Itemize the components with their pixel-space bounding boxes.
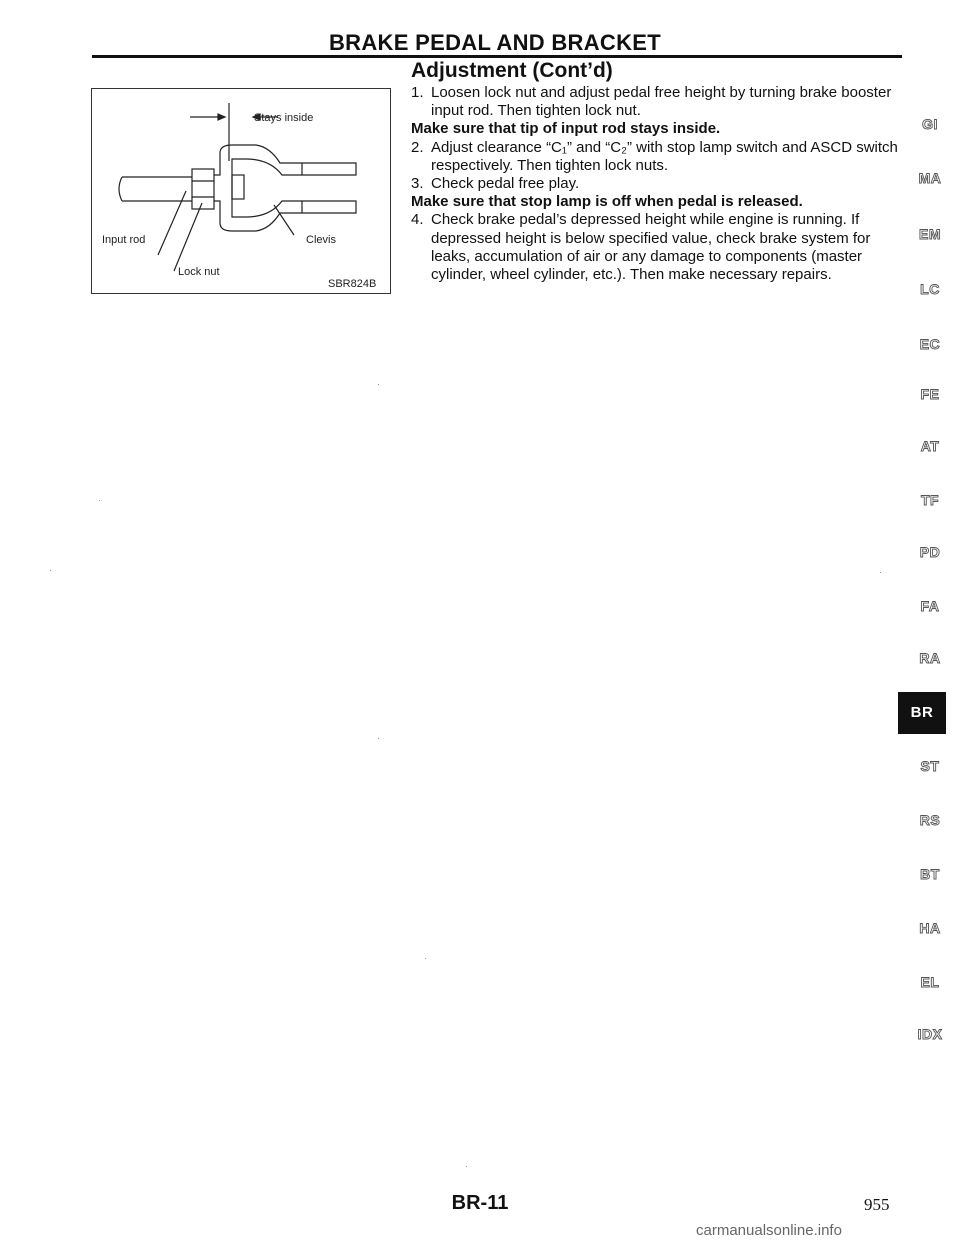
label-lock-nut: Lock nut: [178, 266, 220, 278]
step-text: Check pedal free play.: [431, 175, 580, 193]
scan-speck: [99, 500, 100, 501]
index-tab-at[interactable]: AT: [920, 438, 940, 454]
figure-code: SBR824B: [328, 278, 377, 290]
index-tab-st[interactable]: ST: [920, 758, 940, 774]
scan-speck: [425, 958, 426, 959]
step-number: 3.: [411, 175, 424, 193]
section-index-sidebar: [898, 0, 960, 1242]
scan-speck: [50, 570, 51, 571]
step-1: [411, 84, 898, 120]
header-rule: [92, 55, 902, 58]
procedure-text: [411, 84, 898, 284]
label-stays-inside: Stays inside: [254, 112, 314, 124]
note-tip-stays-inside: Make sure that tip of input rod stays inside.: [411, 120, 721, 138]
index-tab-idx[interactable]: IDX: [917, 1026, 943, 1042]
label-input-rod: Input rod: [102, 234, 146, 246]
page-header-title: BRAKE PEDAL AND BRACKET: [328, 30, 662, 55]
index-tab-ra[interactable]: RA: [919, 650, 941, 666]
scan-speck: [466, 1166, 467, 1167]
index-tab-br-active[interactable]: BR: [898, 692, 946, 734]
input-rod-clevis-illustration: [92, 89, 390, 293]
step-text: Loosen lock nut and adjust pedal free height by turning brake booster input rod. Then tighten lock nut.: [431, 84, 892, 120]
step-4: [411, 211, 898, 284]
index-tab-rs[interactable]: RS: [919, 812, 941, 828]
index-tab-gi[interactable]: GI: [922, 116, 938, 132]
step-text: Adjust clearance “C₁” and “C₂” with stop lamp switch and ASCD switch respectively. Then tighten lock nuts.: [431, 138, 898, 174]
page-number: 955: [864, 1195, 890, 1214]
note-stop-lamp-off: Make sure that stop lamp is off when pedal is released.: [411, 193, 803, 211]
scan-speck: [378, 384, 379, 385]
scan-speck: [880, 572, 881, 573]
index-tab-fe[interactable]: FE: [920, 386, 940, 402]
index-tab-ha[interactable]: HA: [919, 920, 941, 936]
watermark: carmanualsonline.info: [696, 1222, 842, 1239]
index-tab-el[interactable]: EL: [920, 974, 940, 990]
step-number: 2.: [411, 138, 424, 156]
index-tab-fa[interactable]: FA: [920, 598, 940, 614]
index-tab-ec[interactable]: EC: [919, 336, 941, 352]
index-tab-pd[interactable]: PD: [919, 544, 941, 560]
step-number: 1.: [411, 84, 424, 101]
index-tab-tf[interactable]: TF: [920, 492, 940, 508]
index-tab-lc[interactable]: LC: [920, 281, 940, 297]
label-clevis: Clevis: [306, 234, 336, 246]
section-title: Adjustment (Cont’d): [411, 59, 613, 82]
index-tab-em[interactable]: EM: [919, 226, 941, 242]
step-number: 4.: [411, 211, 424, 229]
index-tab-bt[interactable]: BT: [920, 866, 940, 882]
figure-input-rod-diagram: [91, 88, 391, 294]
step-2: [411, 139, 898, 175]
page-code: BR-11: [451, 1192, 509, 1214]
step-3: [411, 175, 898, 193]
index-tab-ma[interactable]: MA: [918, 170, 942, 186]
step-text: Check brake pedal’s depressed height while engine is running. If depressed height is below specified value, check brake system for leaks, accumulation of air or any damage to components (master cylinder, wheel cylinder, etc.). Then make necessary repairs.: [431, 211, 871, 284]
scan-speck: [378, 738, 379, 739]
